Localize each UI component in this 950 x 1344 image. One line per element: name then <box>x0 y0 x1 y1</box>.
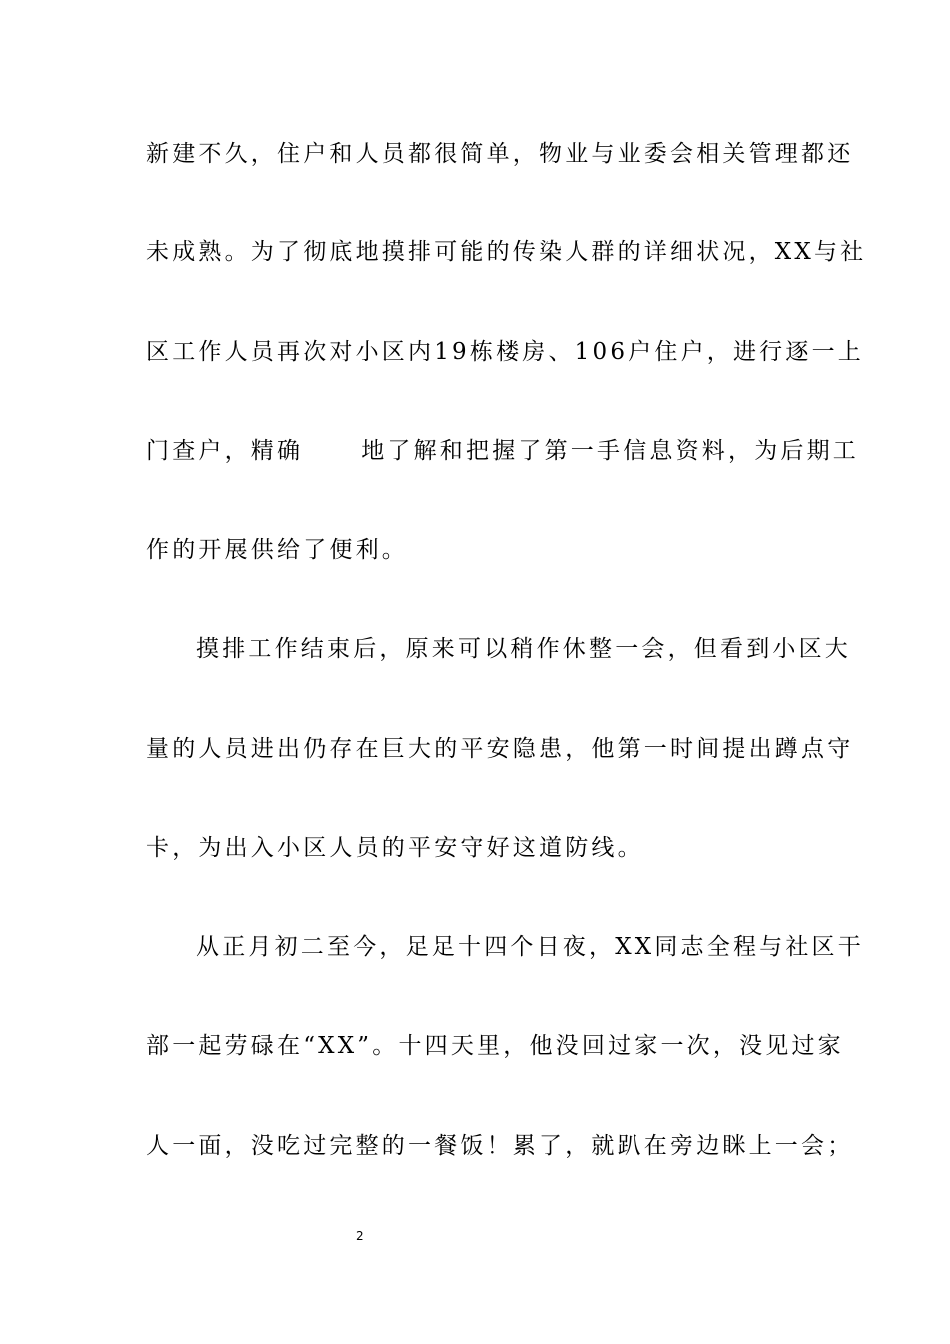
text-line-part: 门查户，精确 <box>146 438 304 464</box>
text-line: 区工作人员再次对小区内19栋楼房、106户住户，进行逐一上 <box>146 339 864 365</box>
page-number: 2 <box>356 1229 364 1243</box>
text-line: 量的人员进出仍存在巨大的平安隐患，他第一时间提出蹲点守 <box>146 736 854 762</box>
paragraph-first-line: 从正月初二至今，足足十四个日夜，XX同志全程与社区干 <box>196 934 864 960</box>
text-line <box>146 436 860 466</box>
text-line: 人一面，没吃过完整的一餐饭！累了，就趴在旁边眯上一会； <box>146 1133 854 1159</box>
text-line: 新建不久，住户和人员都很简单，物业与业委会相关管理都还 <box>146 141 854 167</box>
text-line: 卡，为出入小区人员的平安守好这道防线。 <box>146 835 644 861</box>
text-line: 部一起劳碌在“XX”。十四天里，他没回过家一次，没见过家 <box>146 1033 844 1059</box>
text-line: 作的开展供给了便利。 <box>146 537 408 563</box>
text-line: 未成熟。为了彻底地摸排可能的传染人群的详细状况，XX与社 <box>146 239 867 265</box>
text-line-part: 地了解和把握了第一手信息资料，为后期工 <box>361 438 860 464</box>
paragraph-first-line: 摸排工作结束后，原来可以稍作休整一会，但看到小区大 <box>196 636 851 662</box>
